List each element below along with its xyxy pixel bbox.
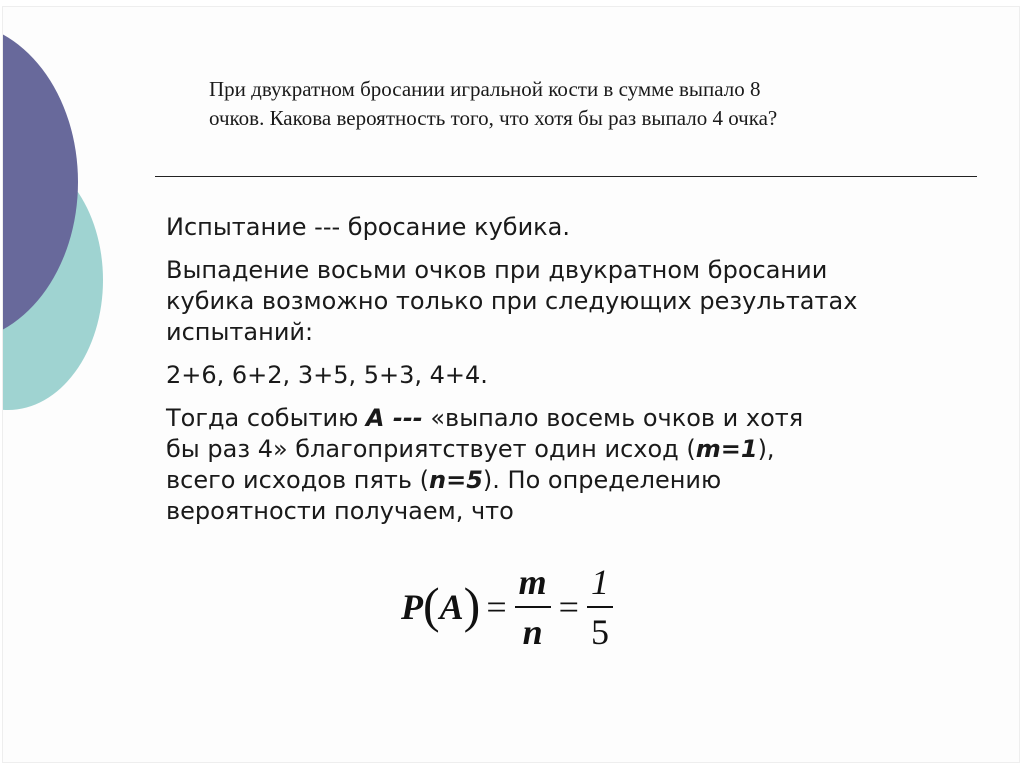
event-line-2: [166, 434, 976, 465]
event-line-1-a: Тогда событию: [166, 404, 366, 432]
formula-equals-2: =: [558, 587, 579, 627]
slide-title: [209, 75, 929, 133]
paragraph-outcomes-line-1: Выпадение восьми очков при двукратном бросании: [166, 256, 828, 284]
formula-equals-1: =: [486, 587, 507, 627]
formula-open-paren: (: [423, 577, 440, 633]
fraction-numerator-1: 1: [590, 562, 609, 602]
event-line-3-a: всего исходов пять (: [166, 466, 430, 494]
slide: [2, 6, 1020, 763]
paragraph-event: [166, 403, 976, 527]
fraction-numerator-m: m: [518, 562, 547, 602]
event-line-3: [166, 465, 976, 496]
paragraph-trial-text: Испытание --- бросание кубика.: [166, 213, 571, 241]
event-line-2-a: бы раз 4» благоприятствует один исход (: [166, 435, 696, 463]
probability-formula: [401, 557, 615, 657]
event-name: А ---: [365, 404, 423, 432]
event-line-1: [166, 403, 976, 434]
fraction-denominator-n: n: [522, 612, 543, 652]
fraction-m-over-n: [515, 562, 551, 652]
formula-close-paren: ): [463, 577, 481, 633]
event-line-3-c: ). По определению: [482, 466, 722, 494]
title-line-2: очков. Какова вероятность того, что хотя бы раз выпало 4 очка?: [209, 106, 778, 130]
slide-body: [166, 212, 976, 539]
paragraph-outcomes-line-2: кубика возможно только при следующих результатах: [166, 287, 858, 315]
total-count: n=5: [429, 466, 483, 494]
fraction-bar-1: [515, 606, 551, 608]
formula-function: P: [401, 587, 423, 627]
combinations-list: 2+6, 6+2, 3+5, 5+3, 4+4.: [166, 361, 488, 389]
paragraph-outcomes-line-3: испытаний:: [166, 318, 314, 346]
event-line-2-c: ),: [757, 435, 775, 463]
event-line-1-c: «выпало восемь очков и хотя: [422, 404, 804, 432]
paragraph-outcomes: [166, 255, 976, 348]
favorable-count: m=1: [695, 435, 758, 463]
fraction-denominator-5: 5: [590, 612, 609, 652]
formula-argument: A: [439, 587, 464, 627]
title-line-1: При двукратном бросании игральной кости в сумме выпало 8: [209, 77, 761, 101]
fraction-bar-2: [587, 606, 613, 608]
fraction-one-fifth: [587, 562, 613, 652]
event-line-4: вероятности получаем, что: [166, 497, 514, 525]
title-divider: [155, 176, 977, 177]
paragraph-trial: [166, 212, 976, 243]
paragraph-combinations: [166, 360, 976, 391]
